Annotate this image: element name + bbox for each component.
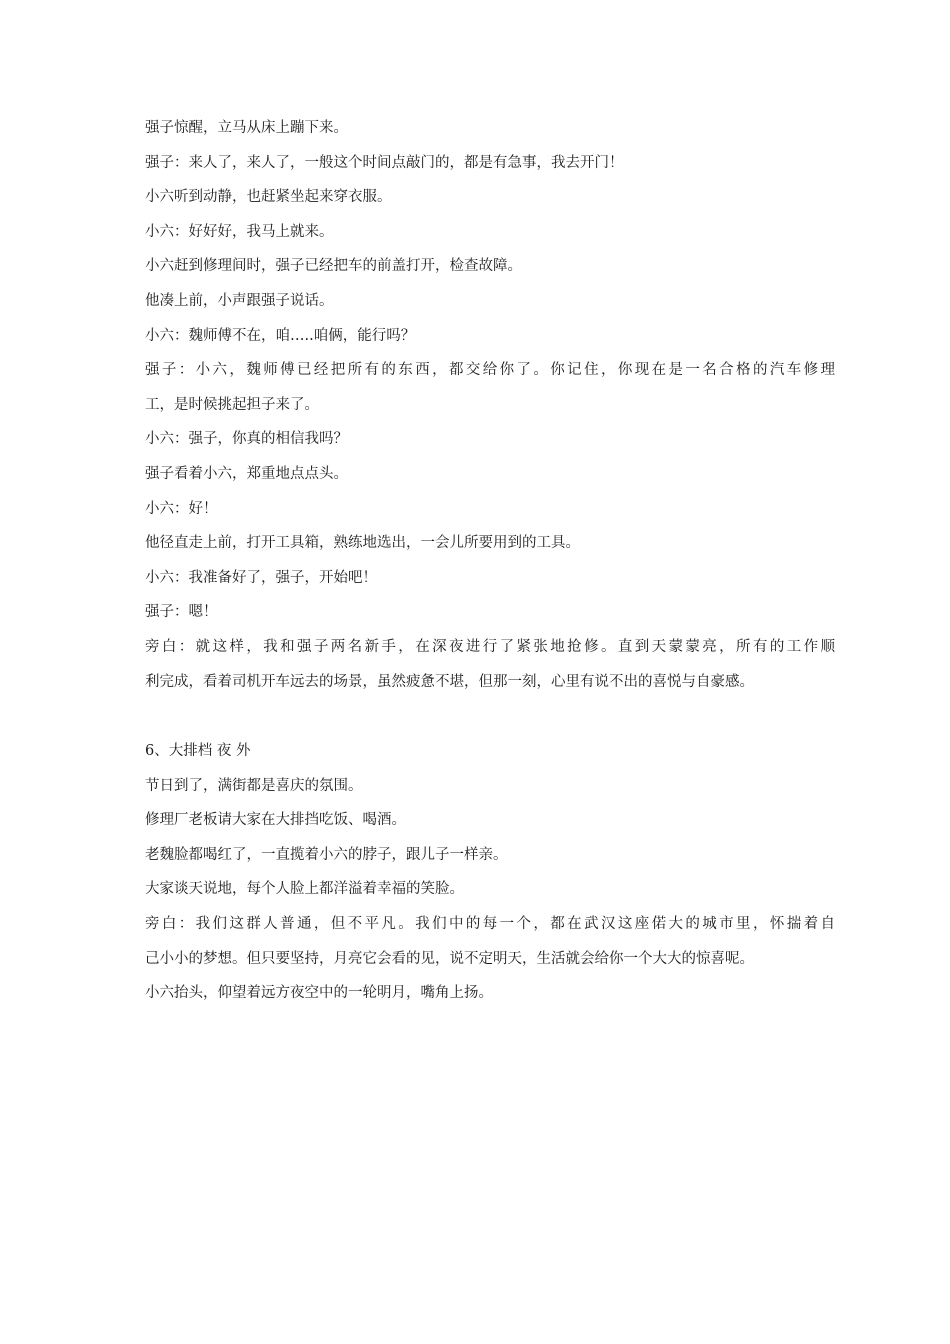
paragraph-line: 强子：来人了，来人了，一般这个时间点敲门的，都是有急事，我去开门！ <box>145 154 624 171</box>
paragraph-line: 强子：嗯！ <box>145 604 218 621</box>
section-gap <box>145 702 835 737</box>
paragraph-line: 节日到了，满街都是喜庆的氛围。 <box>145 777 363 794</box>
scene-heading: 6、大排档 夜 外 <box>145 743 251 760</box>
paragraph-line: 修理厂老板请大家在大排挡吃饭、喝酒。 <box>145 812 406 829</box>
paragraph-line: 强子惊醒，立马从床上蹦下来。 <box>145 120 348 136</box>
paragraph-line: 大家谈天说地，每个人脸上都洋溢着幸福的笑脸。 <box>145 881 464 898</box>
paragraph-line: 小六：我准备好了，强子，开始吧！ <box>145 569 377 586</box>
paragraph-line: 旁白：就这样，我和强子两名新手，在深夜进行了紧张地抢修。直到天蒙蒙亮，所有的工作顺 <box>145 638 835 655</box>
paragraph-line: 利完成，看着司机开车远去的场景，虽然疲惫不堪，但那一刻，心里有说不出的喜悦与自豪感。 <box>145 673 754 690</box>
document-body <box>145 114 835 1014</box>
paragraph-line: 小六抬头，仰望着远方夜空中的一轮明月，嘴角上扬。 <box>145 985 493 1002</box>
paragraph-line: 工，是时候挑起担子来了。 <box>145 396 319 413</box>
paragraph-line: 己小小的梦想。但只要坚持，月亮它会看的见，说不定明天，生活就会给你一个大大的惊喜呢。 <box>145 950 754 967</box>
paragraph-line: 旁白：我们这群人普通，但不平凡。我们中的每一个，都在武汉这座偌大的城市里，怀揣着自 <box>145 916 835 933</box>
paragraph-line: 小六赶到修理间时，强子已经把车的前盖打开，检查故障。 <box>145 258 522 275</box>
paragraph-line: 他凑上前，小声跟强子说话。 <box>145 292 334 309</box>
paragraph-line: 强子看着小六，郑重地点点头。 <box>145 465 348 482</box>
paragraph-line: 强子：小六，魏师傅已经把所有的东西，都交给你了。你记住，你现在是一名合格的汽车修理 <box>145 362 835 379</box>
paragraph-line: 他径直走上前，打开工具箱，熟练地选出，一会儿所要用到的工具。 <box>145 535 580 552</box>
paragraph-line: 小六：魏师傅不在，咱…..咱俩，能行吗？ <box>145 327 416 344</box>
paragraph-line: 小六：好好好，我马上就来。 <box>145 223 334 240</box>
paragraph-line: 老魏脸都喝红了，一直揽着小六的脖子，跟儿子一样亲。 <box>145 846 508 863</box>
paragraph-line: 小六：好！ <box>145 500 218 517</box>
paragraph-line: 小六：强子，你真的相信我吗？ <box>145 431 348 448</box>
paragraph-line: 小六听到动静，也赶紧坐起来穿衣服。 <box>145 189 392 206</box>
